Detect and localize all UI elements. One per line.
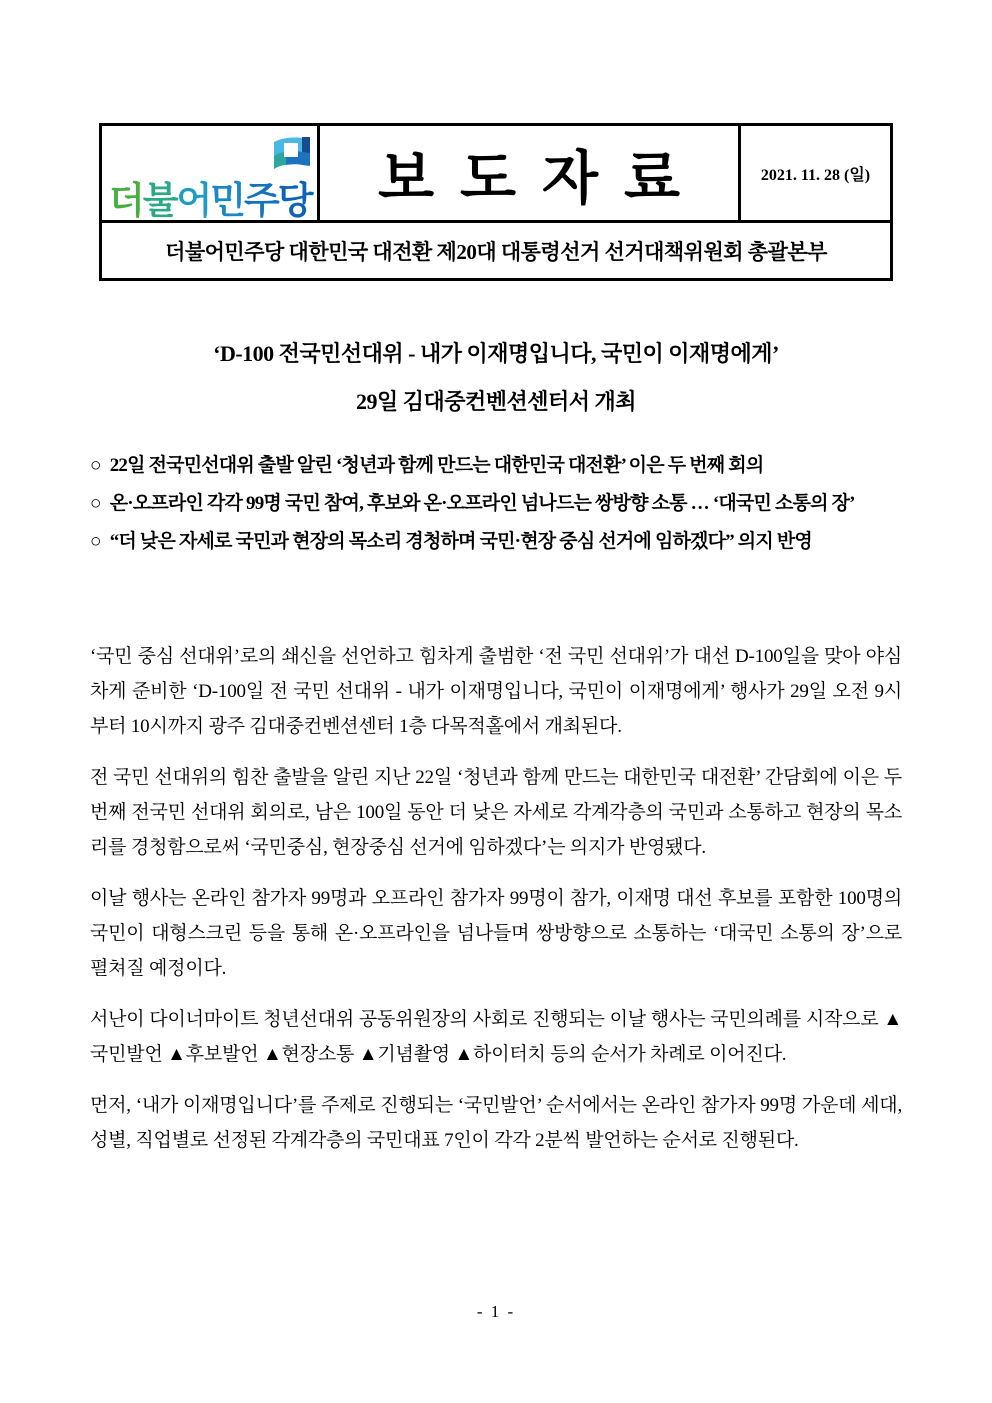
party-flag-icon bbox=[271, 134, 313, 180]
summary-bullet-text: 온·오프라인 각각 99명 국민 참여, 후보와 온·오프라인 넘나드는 쌍방향 소통 … ‘대국민 소통의 장’ bbox=[109, 493, 855, 514]
title-line-1: ‘D-100 전국민선대위 - 내가 이재명입니다, 국민이 이재명에게’ bbox=[213, 341, 779, 366]
summary-bullet bbox=[90, 523, 904, 561]
logo-char: 어 bbox=[176, 180, 211, 220]
summary-bullet-list bbox=[90, 447, 904, 561]
date-cell bbox=[738, 126, 890, 220]
circle-bullet-icon: ○ bbox=[90, 455, 101, 476]
summary-bullet-text: “더 낮은 자세로 국민과 현장의 목소리 경청하며 국민·현장 중심 선거에 임하겠다” 의지 반영 bbox=[109, 531, 812, 552]
logo-char: 민 bbox=[210, 180, 244, 220]
body-text bbox=[90, 639, 902, 1174]
body-paragraph-5: 먼저, ‘내가 이재명입니다’를 주제로 진행되는 ‘국민발언’ 순서에서는 온라인 참가자 99명 가운데 세대, 성별, 직업별로 선정된 각계각층의 국민대표 7인이 각각 2분씩 발언하는 순서로 진행된다. bbox=[90, 1095, 902, 1151]
page-number: - 1 - bbox=[476, 1302, 516, 1321]
header-row-bottom bbox=[102, 223, 890, 278]
release-date: 2021. 11. 28 (일) bbox=[760, 166, 871, 184]
body-paragraph-3: 이날 행사는 온라인 참가자 99명과 오프라인 참가자 99명이 참가, 이재명 대선 후보를 포함한 100명의 국민이 대형스크린 등을 통해 온·오프라인을 넘나들며 쌍방향으로 소통하는 ‘대국민 소통의 장’으로 펼쳐질 예정이다. bbox=[90, 888, 903, 979]
logo-char: 당 bbox=[277, 180, 312, 220]
doc-type-title: 보도자료 bbox=[377, 146, 707, 211]
party-logo-cell bbox=[102, 126, 320, 220]
document-title bbox=[0, 330, 992, 426]
summary-bullet-text: 22일 전국민선대위 출발 알린 ‘청년과 함께 만드는 대한민국 대전환’ 이은 두 번째 회의 bbox=[109, 455, 764, 476]
body-paragraph-4: 서난이 다이너마이트 청년선대위 공동위원장의 사회로 진행되는 이날 행사는 국민의례를 시작으로 ▲국민발언 ▲후보발언 ▲현장소통 ▲기념촬영 ▲하이터치 등의 순서가 차례로 이어진다. bbox=[90, 1009, 902, 1065]
circle-bullet-icon: ○ bbox=[90, 493, 101, 514]
organization-name: 더불어민주당 대한민국 대전환 제20대 대통령선거 선거대책위원회 총괄본부 bbox=[165, 239, 827, 264]
logo-char: 더 bbox=[109, 180, 143, 220]
logo-char: 주 bbox=[244, 180, 278, 220]
summary-bullet bbox=[90, 447, 904, 485]
title-line-2: 29일 김대중컨벤션센터서 개최 bbox=[355, 389, 637, 414]
header-table bbox=[99, 123, 893, 281]
logo-char: 불 bbox=[142, 180, 177, 220]
circle-bullet-icon: ○ bbox=[90, 531, 101, 552]
body-paragraph-1: ‘국민 중심 선대위’로의 쇄신을 선언하고 힘차게 출범한 ‘전 국민 선대위’가 대선 D-100일을 맞아 야심차게 준비한 ‘D-100일 전 국민 선대위 - 내가 이재명입니다, 국민이 이재명에게’ 행사가 29일 오전 9시부터 10시까지 광주 김대중컨벤션센터 1층 다목적홀에서 개최된다. bbox=[90, 646, 902, 737]
header-row-top bbox=[102, 126, 890, 223]
body-paragraph-2: 전 국민 선대위의 힘찬 출발을 알린 지난 22일 ‘청년과 함께 만드는 대한민국 대전환’ 간담회에 이은 두 번째 전국민 선대위 회의로, 남은 100일 동안 더 낮은 자세로 각계각층의 국민과 소통하고 현장의 목소리를 경청함으로써 ‘국민중심, 현장중심 선거에 임하겠다’는 의지가 반영됐다. bbox=[90, 767, 902, 858]
summary-bullet bbox=[90, 485, 904, 523]
doc-type-cell bbox=[320, 126, 738, 220]
